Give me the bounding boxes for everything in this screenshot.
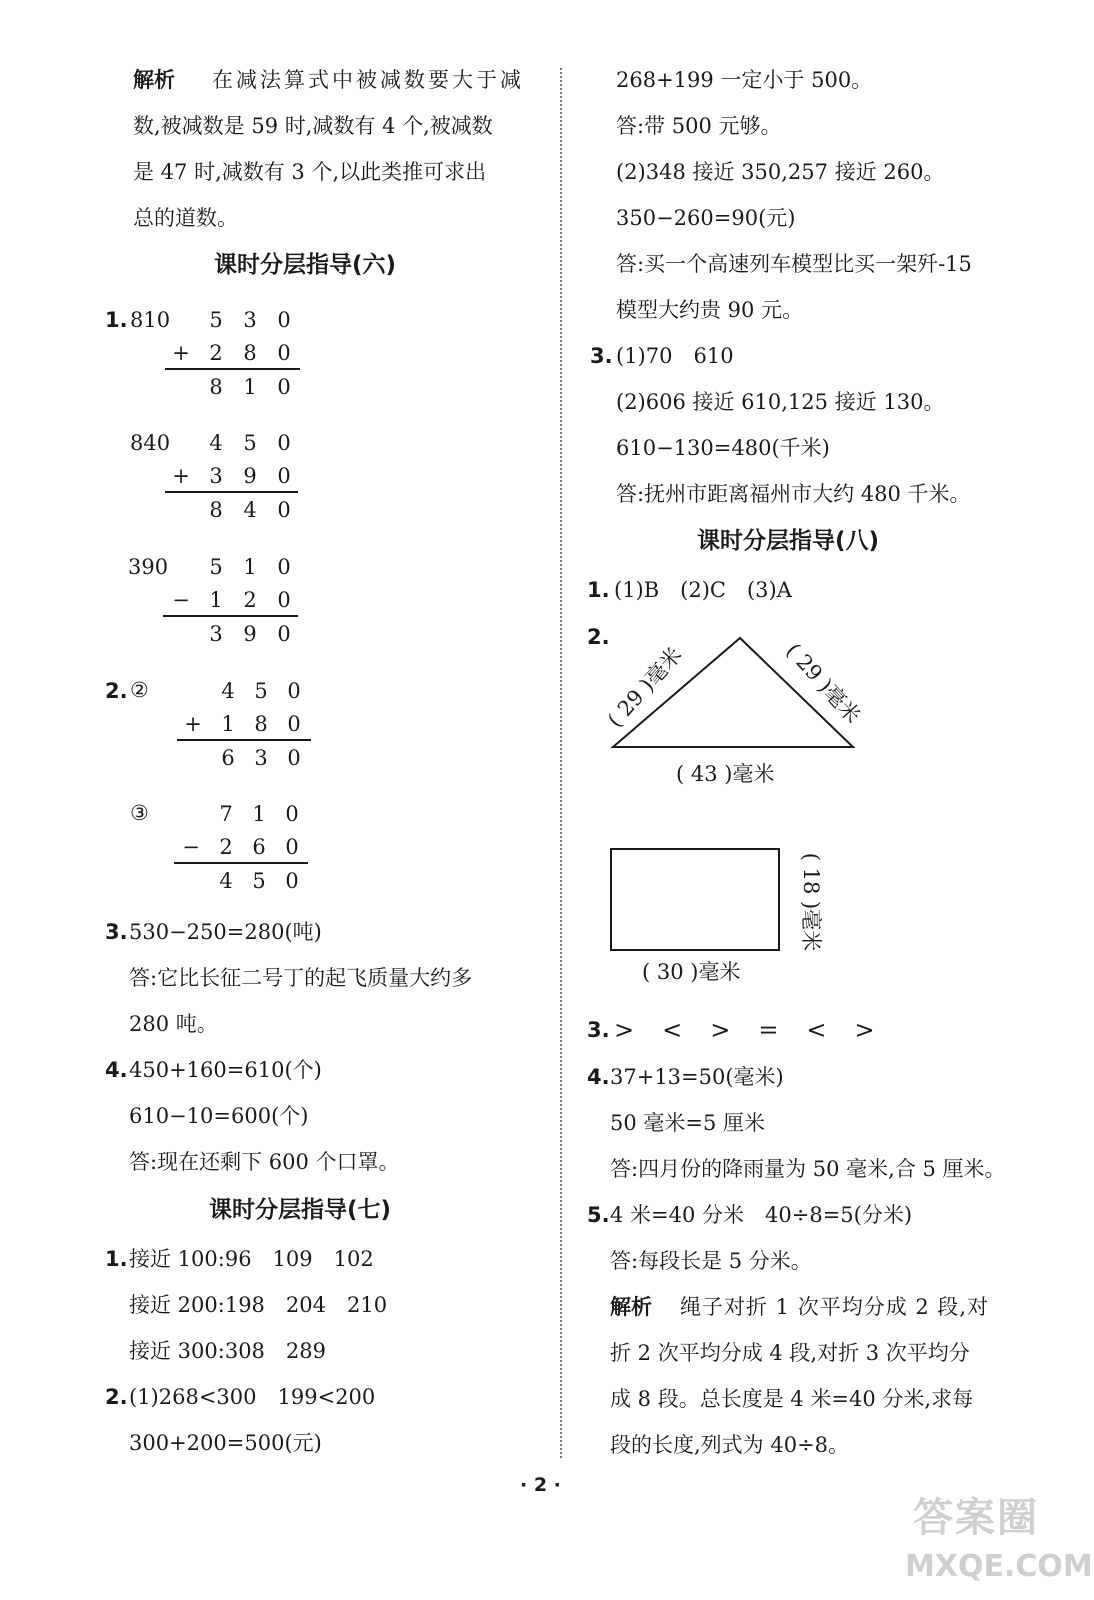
digit: 2 — [243, 588, 257, 612]
digit: 1 — [252, 802, 266, 826]
digit: 9 — [243, 464, 257, 488]
operator: + — [184, 712, 202, 736]
triangle-right-label: ( 29 )毫米 — [781, 638, 866, 728]
answer-line: (1)70 610 — [616, 344, 734, 368]
section-heading-8: 课时分层指导(八) — [697, 528, 880, 554]
calc-line — [165, 491, 298, 493]
answer-line: 答:现在还剩下 600 个口罩。 — [129, 1150, 400, 1174]
answer-line: 答:每段长是 5 分米。 — [610, 1249, 812, 1273]
question-number: 1. — [105, 1247, 128, 1271]
digit: 5 — [209, 308, 223, 332]
triangle-left-label: ( 29 )毫米 — [602, 642, 687, 732]
digit: 8 — [209, 375, 223, 399]
digit: 6 — [252, 835, 266, 859]
circled-mark: ③ — [130, 801, 149, 825]
digit: 8 — [254, 712, 268, 736]
answer-line: (2)348 接近 350,257 接近 260。 — [616, 160, 945, 184]
digit: 0 — [277, 431, 291, 455]
digit: 0 — [277, 588, 291, 612]
digit: 1 — [221, 712, 235, 736]
answer-line: 答:它比长征二号丁的起飞质量大约多 — [129, 966, 473, 990]
analysis-line: 绳子对折 1 次平均分成 2 段,对 — [680, 1295, 990, 1319]
digit: 0 — [277, 622, 291, 646]
question-number: 4. — [587, 1065, 610, 1089]
answer-line: 280 吨。 — [129, 1012, 218, 1036]
question-number: 5. — [587, 1203, 610, 1227]
rectangle-side-figure — [790, 840, 830, 970]
section-heading-7: 课时分层指导(七) — [209, 1197, 392, 1223]
digit: 8 — [243, 341, 257, 365]
answer-line: 300+200=500(元) — [129, 1431, 322, 1455]
digit: 5 — [209, 555, 223, 579]
answer-line: 610−10=600(个) — [129, 1104, 309, 1128]
answer-line: (2)606 接近 610,125 接近 130。 — [616, 390, 945, 414]
digit: 0 — [285, 802, 299, 826]
question-number: 3. — [105, 920, 128, 944]
digit: 0 — [277, 555, 291, 579]
answer-line: 接近 100:96 109 102 — [129, 1247, 374, 1271]
digit: 5 — [252, 869, 266, 893]
analysis-label: 解析 — [610, 1295, 652, 1319]
digit: 0 — [287, 679, 301, 703]
analysis-line: 段的长度,列式为 40÷8。 — [610, 1433, 850, 1457]
digit: 0 — [277, 375, 291, 399]
calc-line — [165, 368, 300, 370]
watermark-logo — [895, 1490, 1093, 1595]
answer-line: 答:带 500 元够。 — [616, 114, 782, 138]
digit: 5 — [243, 431, 257, 455]
answer-line: 530−250=280(吨) — [129, 920, 322, 944]
digit: 2 — [209, 341, 223, 365]
triangle-bottom-label: ( 43 )毫米 — [676, 762, 775, 786]
rectangle-bottom-label: ( 30 )毫米 — [642, 960, 741, 984]
answer-line: 268+199 一定小于 500。 — [616, 68, 873, 92]
question-number: 2. — [105, 1385, 128, 1409]
question-number: 3. — [590, 344, 613, 368]
digit: 1 — [209, 588, 223, 612]
digit: 0 — [277, 498, 291, 522]
digit: 0 — [277, 341, 291, 365]
analysis-label: 解析 — [133, 68, 175, 92]
question-number: 2. — [587, 625, 610, 649]
digit: 4 — [221, 679, 235, 703]
digit: 3 — [254, 746, 268, 770]
question-number: 3. — [587, 1018, 610, 1042]
answer-line: 450+160=610(个) — [129, 1058, 322, 1082]
answer-line: (1)B (2)C (3)A — [614, 578, 792, 602]
digit: 9 — [243, 622, 257, 646]
analysis-line: 成 8 段。总长度是 4 米=40 分米,求每 — [610, 1387, 974, 1411]
question-number: 1. — [105, 308, 128, 332]
page-number: · 2 · — [520, 1474, 561, 1496]
calc-line — [177, 739, 311, 741]
digit: 5 — [254, 679, 268, 703]
answer-line: (1)268<300 199<200 — [129, 1385, 376, 1409]
answer-line: 模型大约贵 90 元。 — [616, 298, 804, 322]
digit: 4 — [243, 498, 257, 522]
answer-line: 答:抚州市距离福州市大约 480 千米。 — [616, 482, 971, 506]
column-divider — [560, 68, 562, 1458]
answer-line: 50 毫米=5 厘米 — [610, 1111, 766, 1135]
question-number: 1. — [587, 578, 610, 602]
digit: 3 — [209, 622, 223, 646]
operator: + — [172, 464, 190, 488]
section-heading-6: 课时分层指导(六) — [214, 252, 397, 278]
digit: 1 — [243, 555, 257, 579]
answer-line: 4 米=40 分米 40÷8=5(分米) — [610, 1203, 913, 1227]
digit: 0 — [277, 308, 291, 332]
digit: 8 — [209, 498, 223, 522]
answer-line: 接近 300:308 289 — [129, 1339, 326, 1363]
analysis-line: 总的道数。 — [133, 206, 238, 230]
digit: 0 — [287, 746, 301, 770]
rectangle-side-label: ( 18 )毫米 — [799, 852, 823, 952]
answer-line: > < > = < > — [614, 1016, 877, 1044]
analysis-line: 在减法算式中被减数要大于减 — [212, 68, 524, 92]
calc-answer: 390 — [128, 555, 169, 579]
digit: 3 — [209, 464, 223, 488]
watermark-url: MXQE.COM — [905, 1549, 1093, 1584]
circled-mark: ② — [130, 678, 149, 702]
question-number: 2. — [105, 679, 128, 703]
analysis-line: 数,被减数是 59 时,减数有 4 个,被减数 — [133, 114, 493, 138]
answer-line: 350−260=90(元) — [616, 206, 796, 230]
operator: + — [172, 341, 190, 365]
digit: 1 — [243, 375, 257, 399]
digit: 7 — [219, 802, 233, 826]
answer-line: 答:买一个高速列车模型比买一架歼-15 — [616, 252, 972, 276]
answer-line: 答:四月份的降雨量为 50 毫米,合 5 厘米。 — [610, 1157, 1006, 1181]
rectangle-shape — [610, 848, 780, 951]
answer-line: 37+13=50(毫米) — [610, 1065, 784, 1089]
calc-answer: 810 — [130, 308, 171, 332]
digit: 4 — [209, 431, 223, 455]
question-number: 4. — [105, 1058, 128, 1082]
calc-line — [163, 615, 298, 617]
operator: − — [182, 835, 200, 859]
digit: 4 — [219, 869, 233, 893]
digit: 0 — [285, 835, 299, 859]
analysis-line: 是 47 时,减数有 3 个,以此类推可求出 — [133, 160, 487, 184]
digit: 2 — [219, 835, 233, 859]
answer-line: 610−130=480(千米) — [616, 436, 830, 460]
watermark-text: 答案圈 — [913, 1495, 1039, 1541]
digit: 0 — [285, 869, 299, 893]
digit: 0 — [287, 712, 301, 736]
calc-answer: 840 — [130, 431, 171, 455]
calc-line — [174, 862, 308, 864]
digit: 3 — [243, 308, 257, 332]
digit: 6 — [221, 746, 235, 770]
digit: 0 — [277, 464, 291, 488]
answer-line: 接近 200:198 204 210 — [129, 1293, 388, 1317]
analysis-line: 折 2 次平均分成 4 段,对折 3 次平均分 — [610, 1341, 970, 1365]
operator: − — [172, 588, 190, 612]
